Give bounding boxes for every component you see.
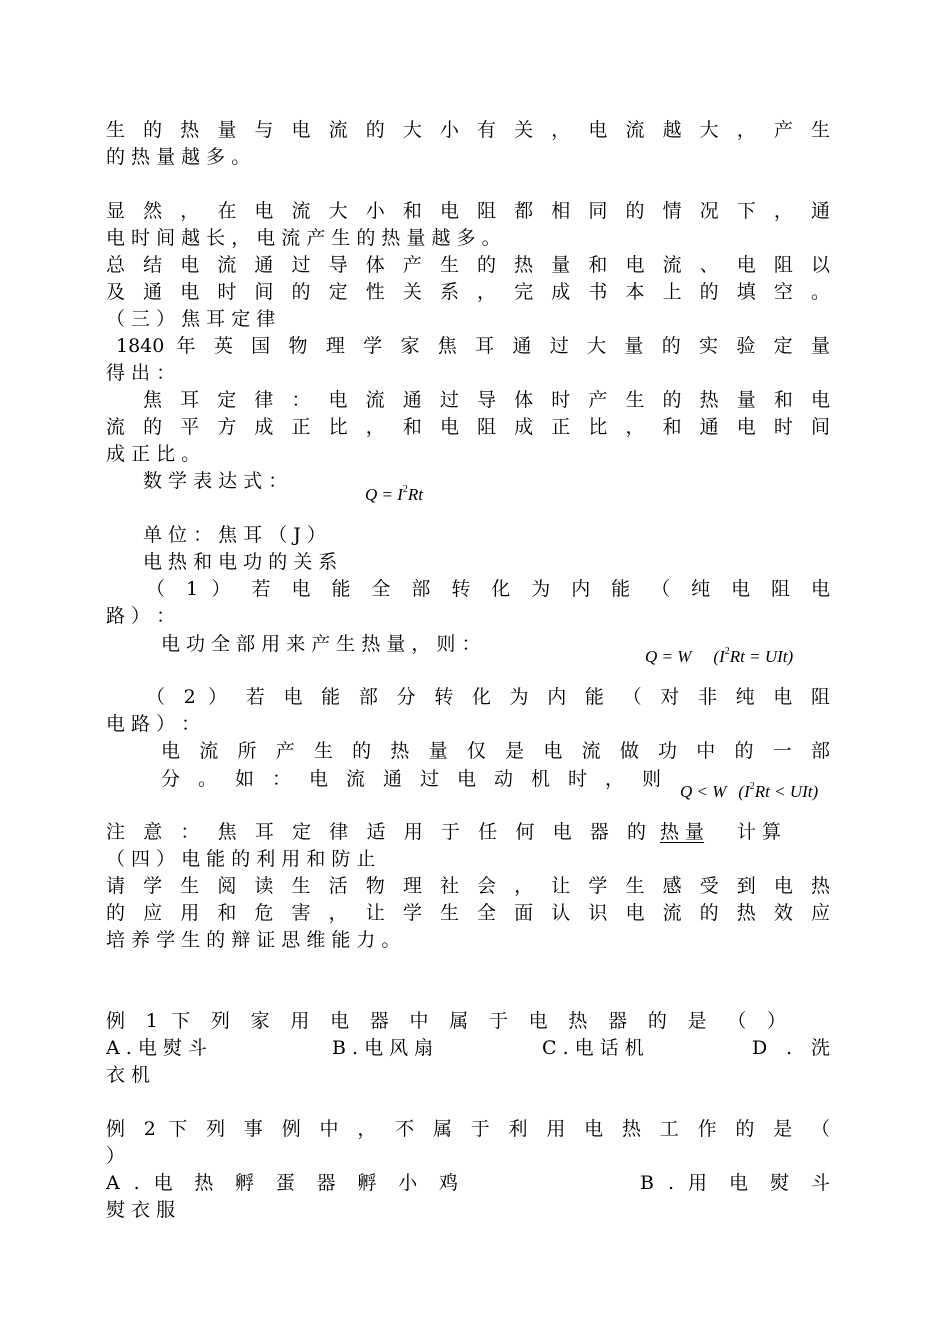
- text-line: 培 养 学 生 的 辩 证 思 维 能 力 。: [106, 929, 401, 951]
- text-line: 1840 年 英 国 物 理 学 家 焦 耳 通 过 大 量 的 实 验 定 量: [116, 335, 830, 357]
- option-c: C . 电 话 机: [542, 1037, 644, 1059]
- underlined-term: 热 量: [660, 821, 705, 843]
- text-line: 显 然 ， 在 电 流 大 小 和 电 阻 都 相 同 的 情 况 下 ， 通: [106, 200, 830, 222]
- text-line: 总 结 电 流 通 过 导 体 产 生 的 热 量 和 电 流 、 电 阻 以: [106, 254, 830, 276]
- text-line: 生 的 热 量 与 电 流 的 大 小 有 关 ， 电 流 越 大 ， 产 生: [106, 119, 830, 141]
- text-line: 及 通 电 时 间 的 定 性 关 系 ， 完 成 书 本 上 的 填 空 。: [106, 281, 830, 303]
- text-line: 数 学 表 达 式 ：: [143, 470, 288, 492]
- section-heading: （ 三 ） 焦 耳 定 律: [106, 308, 276, 330]
- text-line: 的 热 量 越 多 。: [106, 146, 251, 168]
- section-heading: （ 四 ） 电 能 的 利 用 和 防 止: [106, 848, 376, 870]
- option-b: B . 用 电 熨 斗: [640, 1172, 830, 1194]
- text-line: 的 应 用 和 危 害 ， 让 学 生 全 面 认 识 电 流 的 热 效 应: [106, 902, 830, 924]
- text-line: 电 功 全 部 用 来 产 生 热 量 ， 则 ：: [161, 633, 481, 655]
- text-line: 衣 机: [106, 1064, 151, 1086]
- note-line: 注 意 ： 焦 耳 定 律 适 用 于 任 何 电 器 的: [106, 821, 646, 843]
- option-d: D . 洗: [752, 1037, 830, 1059]
- text-line: 请 学 生 阅 读 生 活 物 理 社 会 ， 让 学 生 感 受 到 电 热: [106, 875, 830, 897]
- text-line: 路 ） ：: [106, 605, 176, 627]
- formula-non-pure-resistor: Q < W $(I^2Rt < UIt)$: [680, 781, 819, 801]
- example-question: 例 1 下 列 家 用 电 器 中 属 于 电 热 器 的 是 （ ）: [106, 1010, 786, 1032]
- text-line: 成 正 比 。: [106, 443, 201, 465]
- text-line: 电 时 间 越 长 ， 电 流 产 生 的 热 量 越 多 。: [106, 227, 501, 249]
- example-question: 例 2 下 列 事 例 中 ， 不 属 于 利 用 电 热 工 作 的 是 （: [106, 1118, 830, 1140]
- text-line: 单 位 ： 焦 耳 （ J ）: [143, 524, 326, 546]
- text-line: 电 流 所 产 生 的 热 量 仅 是 电 流 做 功 中 的 一 部: [161, 740, 830, 762]
- text-line: 熨 衣 服: [106, 1199, 176, 1221]
- option-a: A . 电 熨 斗: [106, 1037, 207, 1059]
- text-line: 电 路 ） ：: [106, 713, 201, 735]
- text-line: （ 1 ） 若 电 能 全 部 转 化 为 内 能 （ 纯 电 阻 电: [146, 578, 830, 600]
- text-line: 流 的 平 方 成 正 比 ， 和 电 阻 成 正 比 ， 和 通 电 时 间: [106, 416, 830, 438]
- text-line: 电 热 和 电 功 的 关 系: [143, 551, 338, 573]
- formula-pure-resistor: Q = W $(I^2Rt = UIt)$: [645, 646, 794, 666]
- option-b: B . 电 风 扇: [332, 1037, 434, 1059]
- option-a: A . 电 热 孵 蛋 器 孵 小 鸡: [106, 1172, 458, 1194]
- note-line-end: 计 算: [737, 821, 782, 843]
- text-line: （ 2 ） 若 电 能 部 分 转 化 为 内 能 （ 对 非 纯 电 阻: [146, 686, 830, 708]
- formula-joule-law: $Q = I^2Rt$: [365, 484, 424, 504]
- text-line: 分 。 如 ： 电 流 通 过 电 动 机 时 ， 则: [161, 768, 661, 790]
- text-line: 焦 耳 定 律 ： 电 流 通 过 导 体 时 产 生 的 热 量 和 电: [143, 389, 830, 411]
- text-line: ）: [106, 1145, 126, 1167]
- text-line: 得 出 ：: [106, 362, 176, 384]
